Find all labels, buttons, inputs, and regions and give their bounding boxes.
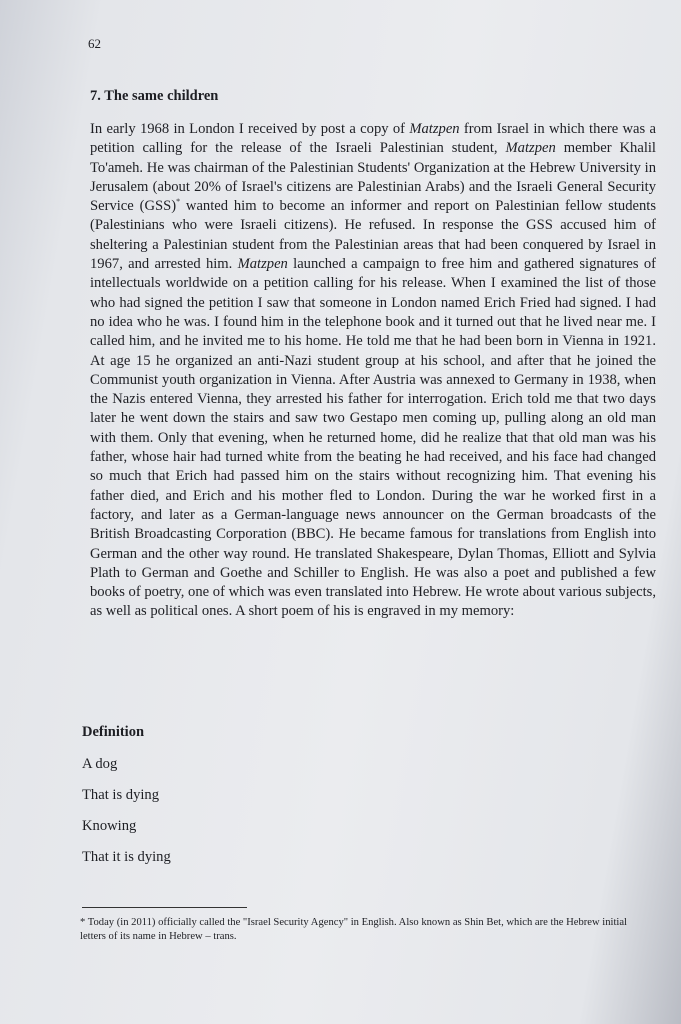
italic-title: Matzpen [409, 121, 460, 137]
poem-line: Knowing [82, 818, 137, 834]
text-run: member Khalil To'ameh. He was chairman of the Palestinian Students' Organization at the Hebrew University in Jerusalem (about 20% of Israel's citizens are Palestinian Arabs) and the Israeli General Security Service (GSS) [90, 140, 656, 215]
footnote-divider [82, 907, 247, 908]
italic-title: Matzpen [505, 140, 556, 157]
footnote-marker: * [176, 197, 181, 207]
text-run: launched a campaign to free him and gathered signatures of intellectuals worldwide on a petition calling for his release. When I examined the list of those who had signed the petition I saw that someone in London named Erich Fried had signed. I had no idea who he was. I found him in the telephone book and it turned out that he lived near me. I called him, and he invited me to his home. He told me that he had been born in Vienna in 1921. At age 15 he organized an anti-Nazi student group at his school, and after that he joined the Communist youth organization in Vienna. After Austria was annexed to Germany in 1938, when the Nazis entered Vienna, they arrested his father for interrogation. Erich told me that two days later he went down the stairs and saw two Gestapo men coming up, pulling along an old man with them. Only that evening, when he returned home, did he realize that that old man was his father, whose hair had turned white from the beating he had received, and his face had changed so much that Erich had passed him on the stairs without recognizing him. That evening his father died, and Erich and his mother fled to London. During the war he worked first in a factory, and later as a German-language news announcer on the German broadcasts of the British Broadcasting Corporation (BBC). He became famous for translations from English into German and the other way round. He translated Shakespeare, Dylan Thomas, Elliott and Sylvia Plath to German and Goethe and Schiller to English. He was also a poet and published a few books of poetry, one of which was even translated into Hebrew. He wrote about various subjects, as well as political ones. A short poem of his is engraved in my memory: [90, 256, 656, 620]
poem-title: Definition [82, 724, 145, 740]
poem-line: A dog [82, 756, 118, 772]
poem-line: That is dying [82, 787, 160, 803]
poem [82, 724, 482, 878]
text-run: from Israel in which there was a petition calling for the release of the Israeli Palestinian student, [90, 121, 657, 157]
footnote: * Today (in 2011) officially called the "Israel Security Agency" in English. Also known as Shin Bet, which are the Hebrew initial letters of its name in Hebrew – trans. [80, 917, 627, 942]
poem-line: That it is dying [82, 849, 171, 865]
page-number: 62 [88, 36, 101, 51]
body-paragraph [90, 120, 656, 622]
text-run: In early 1968 in London I received by post a copy of [90, 121, 410, 137]
italic-title: Matzpen [237, 256, 288, 273]
text-run: wanted him to become an informer and report on Palestinian fellow students (Palestinians who were Israeli citizens). He refused. In response the GSS accused him of sheltering a Palestinian student from the Palestinian areas that had been conquered by Israel in 1967, and arrested him. [90, 198, 656, 273]
section-title: 7. The same children [90, 88, 219, 104]
